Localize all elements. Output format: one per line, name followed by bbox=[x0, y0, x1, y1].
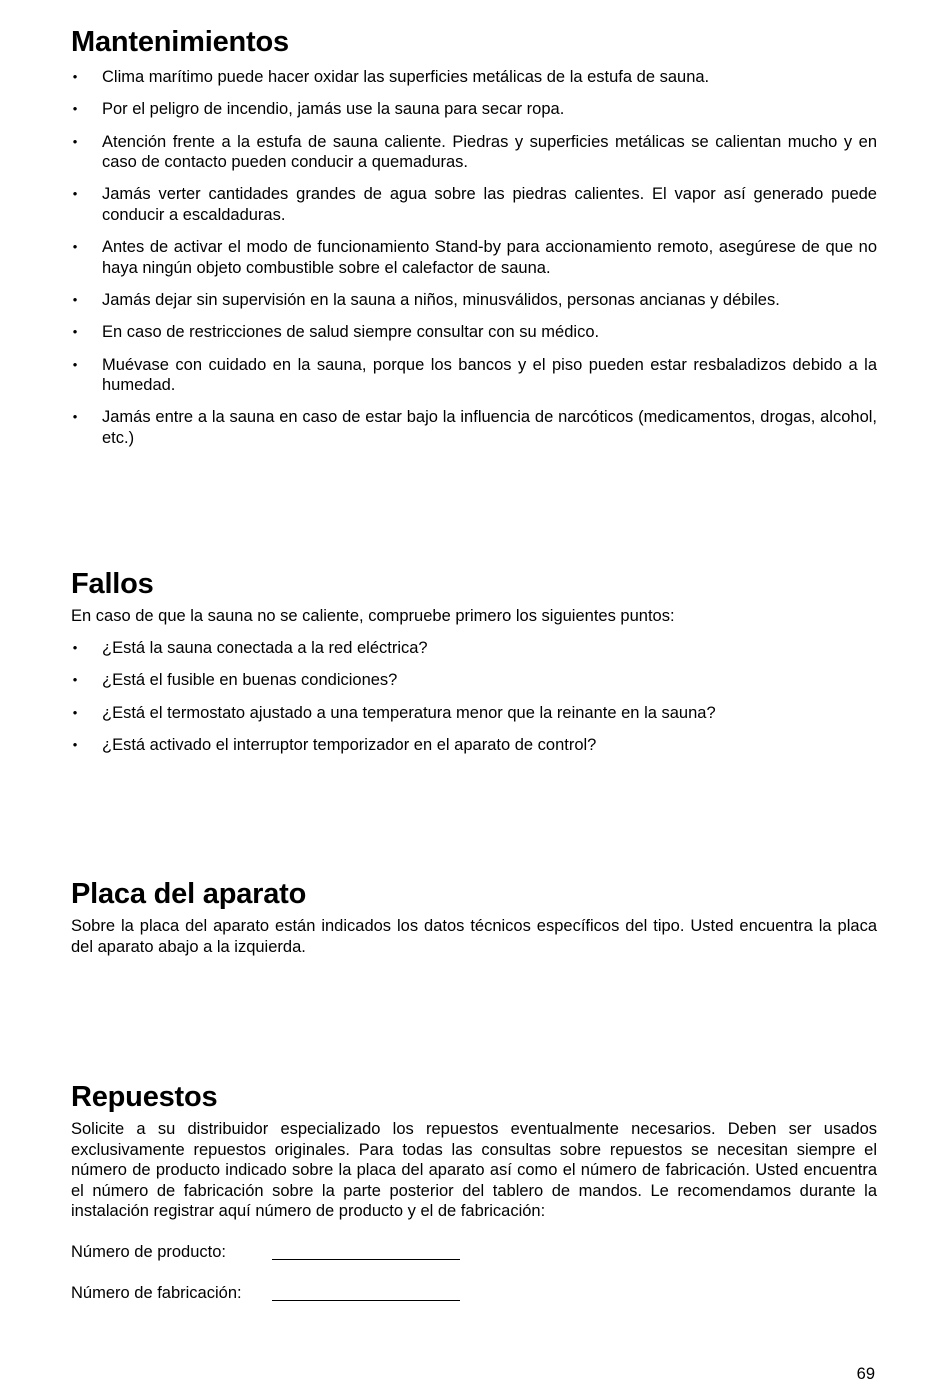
list-item: • Clima marítimo puede hacer oxidar las superficies metálicas de la estufa de sauna. bbox=[71, 67, 877, 88]
section-placa-del-aparato bbox=[71, 877, 877, 957]
fallos-intro: En caso de que la sauna no se caliente, compruebe primero los siguientes puntos: bbox=[71, 607, 675, 625]
list-item: • Antes de activar el modo de funcionamiento Stand-by para accionamiento remoto, asegúrese de que no haya ningún objeto combustible sobre el calefactor de sauna. bbox=[71, 237, 877, 278]
heading-placa-del-aparato: Placa del aparato bbox=[71, 878, 307, 910]
list-item: • ¿Está la sauna conectada a la red eléctrica? bbox=[71, 638, 877, 659]
serial-number-blank bbox=[272, 1300, 460, 1301]
list-item: • Muévase con cuidado en la sauna, porque los bancos y el piso pueden estar resbaladizos debido a la humedad. bbox=[71, 355, 877, 396]
bullet-icon: • bbox=[72, 672, 78, 688]
bullet-icon: • bbox=[72, 101, 78, 117]
bullet-icon: • bbox=[72, 704, 78, 720]
serial-number-label: Número de fabricación: bbox=[71, 1284, 242, 1302]
bullet-icon: • bbox=[72, 291, 78, 307]
repuestos-text: Solicite a su distribuidor especializado los repuestos eventualmente necesarios. Deben ser usados exclusivamente repuestos originales. Para todas las consultas sobre repuestos se necesitan siempre el número de producto indicado sobre la placa del aparato así como el número de fabricación. Usted encuentra el número de fabricación sobre la parte posterior del tablero de mandos. Le recomendamos durante la instalación registrar aquí número de producto y el de fabricación: bbox=[71, 1120, 877, 1220]
list-item: • Jamás verter cantidades grandes de agua sobre las piedras calientes. El vapor así generado puede conducir a escaldaduras. bbox=[71, 184, 877, 225]
bullet-icon: • bbox=[72, 133, 78, 149]
bullet-icon: • bbox=[72, 69, 78, 84]
list-item: • ¿Está activado el interruptor temporizador en el aparato de control? bbox=[71, 735, 877, 756]
bullet-icon: • bbox=[72, 356, 78, 372]
list-item: • Jamás dejar sin supervisión en la sauna a niños, minusválidos, personas ancianas y débiles. bbox=[71, 290, 877, 311]
bullet-icon: • bbox=[72, 186, 78, 202]
section-fallos bbox=[71, 567, 877, 767]
list-item: • Jamás entre a la sauna en caso de estar bajo la influencia de narcóticos (medicamentos, drogas, alcohol, etc.) bbox=[71, 407, 877, 448]
placa-text: Sobre la placa del aparato están indicados los datos técnicos específicos del tipo. Usted encuentra la placa del aparato abajo a la izquierda. bbox=[71, 917, 877, 956]
section-mantenimientos bbox=[71, 25, 877, 460]
section-repuestos bbox=[71, 1080, 877, 1222]
mantenimientos-list bbox=[71, 67, 877, 448]
product-number-blank bbox=[272, 1259, 460, 1260]
product-number-label: Número de producto: bbox=[71, 1243, 227, 1261]
bullet-icon: • bbox=[72, 239, 78, 255]
bullet-icon: • bbox=[72, 640, 78, 655]
list-item: • Atención frente a la estufa de sauna caliente. Piedras y superficies metálicas se calientan mucho y en caso de contacto pueden conducir a quemaduras. bbox=[71, 132, 877, 173]
bullet-icon: • bbox=[72, 736, 78, 752]
bullet-icon: • bbox=[72, 409, 78, 425]
page-number: 69 bbox=[856, 1365, 875, 1383]
fallos-list bbox=[71, 638, 877, 755]
heading-repuestos: Repuestos bbox=[71, 1081, 218, 1113]
list-item: • Por el peligro de incendio, jamás use la sauna para secar ropa. bbox=[71, 99, 877, 120]
list-item: • ¿Está el termostato ajustado a una temperatura menor que la reinante en la sauna? bbox=[71, 703, 877, 724]
bullet-icon: • bbox=[72, 324, 78, 340]
list-item: • ¿Está el fusible en buenas condiciones? bbox=[71, 670, 877, 691]
list-item: • En caso de restricciones de salud siempre consultar con su médico. bbox=[71, 322, 877, 343]
heading-fallos: Fallos bbox=[71, 568, 154, 600]
heading-mantenimientos: Mantenimientos bbox=[71, 26, 289, 58]
